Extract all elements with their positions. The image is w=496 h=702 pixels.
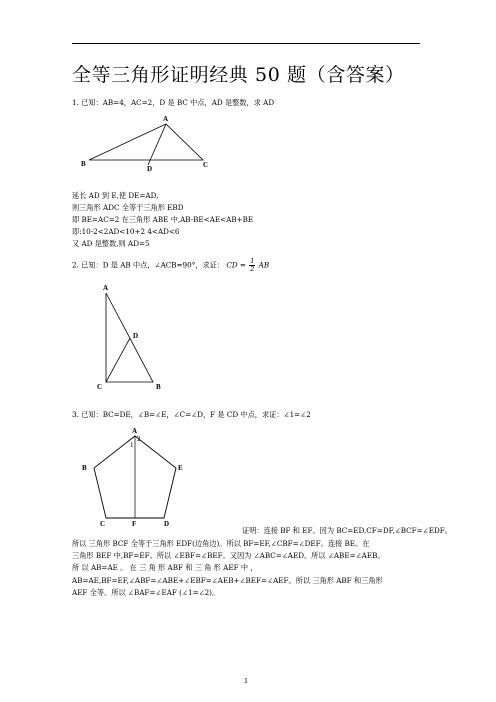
question-1: 1. 已知：AB=4，AC=2，D 是 BC 中点，AD 是整数，求 AD <box>72 98 275 107</box>
q1-solution-line: 即:10-2<2AD<10+2 4<AD<6 <box>72 227 180 236</box>
q2-formula-rhs: AB <box>258 260 270 270</box>
q2-fraction-denominator: 2 <box>250 265 255 273</box>
q1-solution-line: 则三角形 ADC 全等于三角形 EBD <box>72 203 184 212</box>
q3-proof-line: AEF 全等。所以 ∠BAF=∠EAF (∠1=∠2)。 <box>72 587 220 597</box>
q2-label-d: D <box>133 332 139 340</box>
page-title: 全等三角形证明经典 50 题（含答案） <box>72 64 405 86</box>
q1-solution-line: 即 BE=AC=2 在三角形 ABE 中,AB-BE<AE<AB+BE <box>72 215 254 224</box>
q2-label-b: B <box>156 383 161 391</box>
q3-angle-2-label: 2 <box>137 435 141 443</box>
q3-proof-line: 所 以 AB=AE 。 在 三 角 形 ABF 和 三 角 形 AEF 中 ， <box>72 563 258 573</box>
page-number: 1 <box>244 677 249 685</box>
q2-formula-lhs: CD = <box>226 260 246 270</box>
q2-question-text: 2. 已知：D 是 AB 中点，∠ACB=90°，求证： <box>72 260 225 270</box>
q1-solution-line: 延长 AD 到 E,使 DE=AD, <box>72 191 159 200</box>
q3-proof-line: AB=AE,BF=EF,∠ABF=∠ABE+∠EBF=∠AEB+∠BEF=∠AEF。所以 三角形 ABF 和三角形 <box>72 575 383 585</box>
q1-label-c: C <box>203 161 209 169</box>
q3-label-b: B <box>82 464 87 472</box>
q3-angle-1-label: 1 <box>130 441 134 449</box>
q2-label-a: A <box>103 284 109 292</box>
q3-label-c: C <box>100 520 106 528</box>
q3-proof-line: 证明：连接 BF 和 EF。因为 BC=ED,CF=DF,∠BCF=∠EDF。 <box>242 526 452 535</box>
q1-solution-line: 又 AD 是整数,则 AD=5 <box>72 239 150 248</box>
q3-label-d: D <box>164 520 170 528</box>
q1-label-b: B <box>81 160 86 168</box>
q2-fraction-numerator: 1 <box>250 257 255 265</box>
question-3: 3. 已知：BC=DE，∠B=∠E，∠C=∠D，F 是 CD 中点，求证：∠1=∠2 <box>72 410 311 419</box>
q3-proof-line: 三角形 BEF 中,BF=EF。所以 ∠EBF=∠BEF。又因为 ∠ABC=∠AED。所以 ∠ABE=∠AEB。 <box>72 551 385 561</box>
q2-label-c: C <box>97 383 103 391</box>
q3-proof-line: 所以 三角形 BCF 全等于三角形 EDF(边角边)。所以 BF=EF,∠CBF=∠DEF。连接 BE。在 <box>72 539 370 548</box>
q1-label-d: D <box>147 165 153 173</box>
q3-label-e: E <box>178 464 183 472</box>
q3-label-a: A <box>132 427 138 435</box>
q3-label-f: F <box>132 520 137 528</box>
q3-proof <box>72 538 422 599</box>
q1-label-a: A <box>163 115 169 123</box>
